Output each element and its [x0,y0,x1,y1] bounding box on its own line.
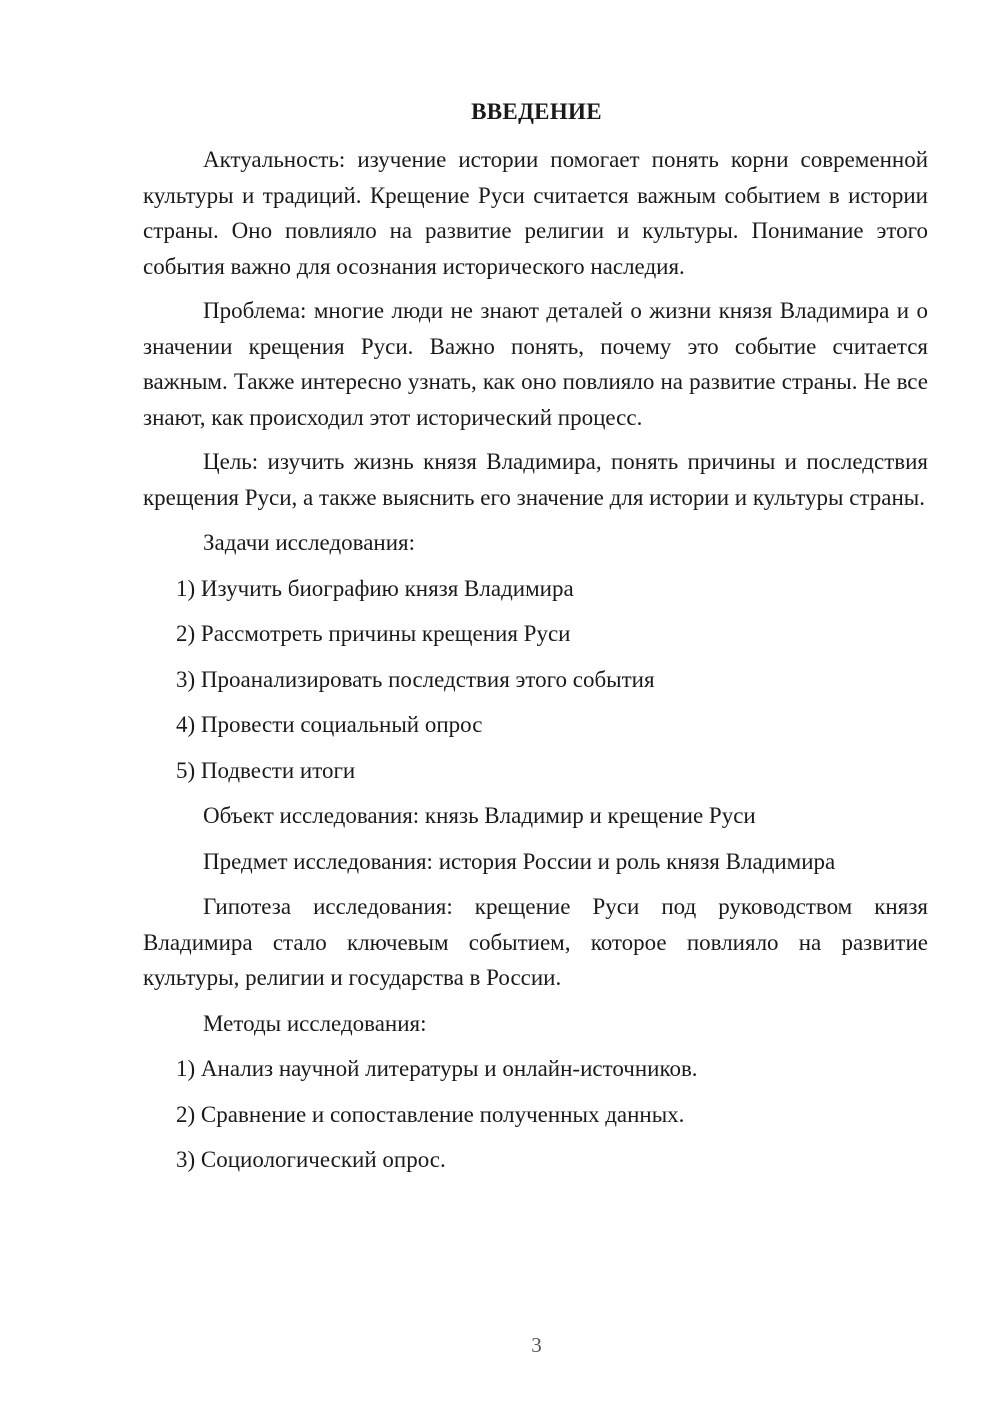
methods-heading: Методы исследования: [203,1010,427,1036]
research-object: Объект исследования: князь Владимир и крещение Руси [203,803,756,828]
method-item-3: 3) Социологический опрос. [176,1147,446,1172]
task-item-2: 2) Рассмотреть причины крещения Руси [176,621,571,646]
page-content [143,142,928,1178]
hypothesis-paragraph: Гипотеза исследования: крещение Руси под руководством князя Владимира стало ключевым событием, которое повлияло на развитие культуры, религии и государства в России. [143,894,928,990]
problem-paragraph: Проблема: многие люди не знают деталей о жизни князя Владимира и о значении крещения Руси. Важно понять, почему это событие считается важным. Также интересно узнать, как оно повлияло на развитие страны. Не все знают, как происходил этот исторический процесс. [143,298,928,430]
method-item-1: 1) Анализ научной литературы и онлайн-источников. [176,1056,698,1081]
tasks-heading: Задачи исследования: [203,530,416,555]
page-title: ВВЕДЕНИЕ [471,99,602,124]
research-subject: Предмет исследования: история России и роль князя Владимира [203,848,836,874]
goal-paragraph: Цель: изучить жизнь князя Владимира, понять причины и последствия крещения Руси, а также выяснить его значение для истории и культуры страны. [143,449,928,510]
method-item-2: 2) Сравнение и сопоставление полученных данных. [176,1101,685,1127]
task-item-1: 1) Изучить биографию князя Владимира [176,575,574,601]
page-number: 3 [531,1333,542,1357]
task-item-4: 4) Провести социальный опрос [176,712,483,737]
task-item-5: 5) Подвести итоги [176,757,356,783]
task-item-3: 3) Проанализировать последствия этого события [176,666,655,692]
relevance-paragraph: Актуальность: изучение истории помогает понять корни современной культуры и традиций. Крещение Руси считается важным событием в истории страны. Оно повлияло на развитие религии и культуры. Понимание этого события важно для осознания исторического наследия. [143,147,928,279]
